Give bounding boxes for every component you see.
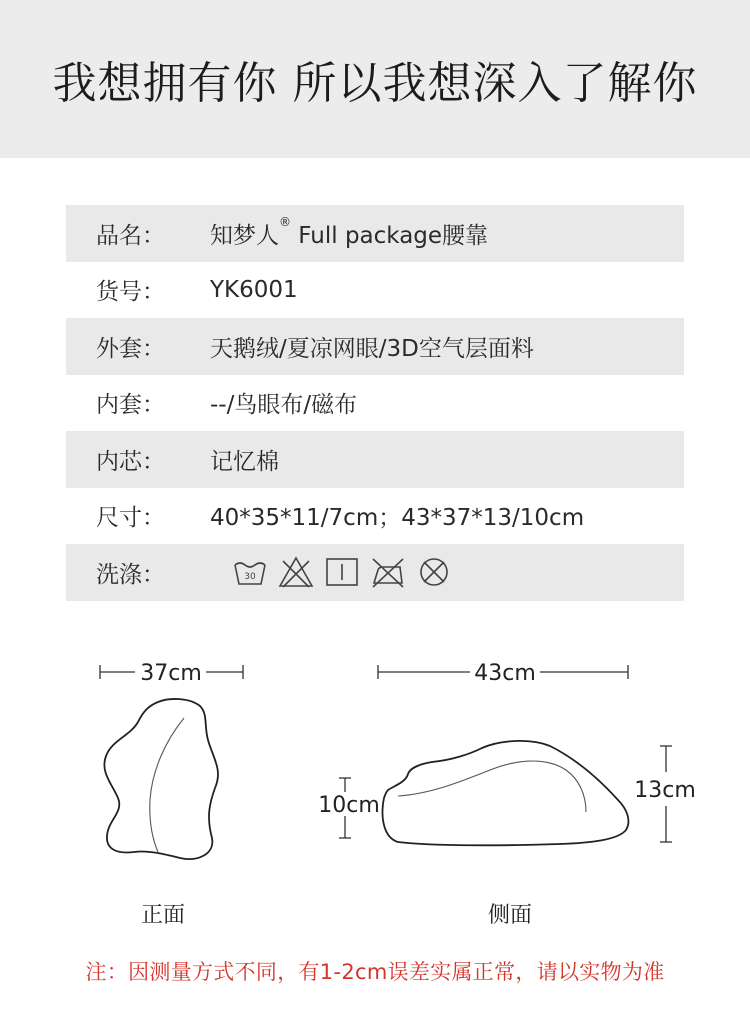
side-width-label: 43cm	[474, 661, 536, 686]
spec-label: 货号：	[96, 279, 165, 306]
header-banner	[0, 0, 750, 158]
wash-temperature: 30	[244, 572, 256, 583]
no-iron-icon	[370, 554, 406, 590]
brand-name: 知梦人	[210, 222, 279, 249]
no-dry-clean-icon	[416, 554, 452, 590]
spec-row-core	[66, 431, 684, 488]
side-low-height-dimension	[318, 778, 380, 838]
spec-value: YK6001	[210, 276, 298, 303]
spec-label: 尺寸：	[96, 505, 165, 532]
banner-title: 我想拥有你 所以我想深入了解你	[52, 58, 698, 109]
dimension-diagrams	[0, 640, 750, 940]
spec-row-name	[66, 205, 684, 262]
side-low-height-label: 10cm	[318, 793, 380, 818]
spec-value	[210, 214, 489, 250]
spec-row-size	[66, 488, 684, 545]
wash-30-icon	[232, 554, 268, 590]
side-view-caption: 侧面	[488, 903, 533, 928]
front-view-caption: 正面	[141, 903, 186, 928]
spec-table	[66, 205, 684, 601]
measurement-note: 注：因测量方式不同，有1-2cm误差实属正常，请以实物为准	[85, 960, 665, 984]
spec-row-sku	[66, 262, 684, 319]
no-bleach-icon	[278, 554, 314, 590]
spec-label: 外套：	[96, 335, 165, 362]
spec-value: 天鹅绒/夏凉网眼/3D空气层面料	[210, 335, 534, 362]
spec-label: 品名：	[96, 222, 165, 249]
spec-row-outer-cover	[66, 318, 684, 375]
spec-row-inner-cover	[66, 375, 684, 432]
spec-label: 洗涤：	[96, 561, 165, 588]
front-view-pillow	[104, 699, 218, 859]
side-width-dimension	[378, 661, 628, 686]
wash-icons	[232, 554, 452, 590]
side-high-height-dimension	[634, 746, 696, 842]
product-name: Full package腰靠	[291, 222, 489, 249]
hang-dry-icon	[324, 554, 360, 590]
spec-value: 记忆棉	[210, 448, 279, 475]
registered-mark: ®	[279, 214, 291, 229]
side-view-pillow	[383, 741, 629, 845]
spec-value: --/鸟眼布/磁布	[210, 392, 358, 419]
spec-label: 内芯：	[96, 448, 165, 475]
spec-label: 内套：	[96, 392, 165, 419]
front-width-dimension	[100, 661, 243, 686]
front-width-label: 37cm	[140, 661, 202, 686]
spec-value: 40*35*11/7cm；43*37*13/10cm	[210, 505, 585, 532]
spec-row-washing	[66, 544, 684, 601]
side-high-height-label: 13cm	[634, 778, 696, 803]
